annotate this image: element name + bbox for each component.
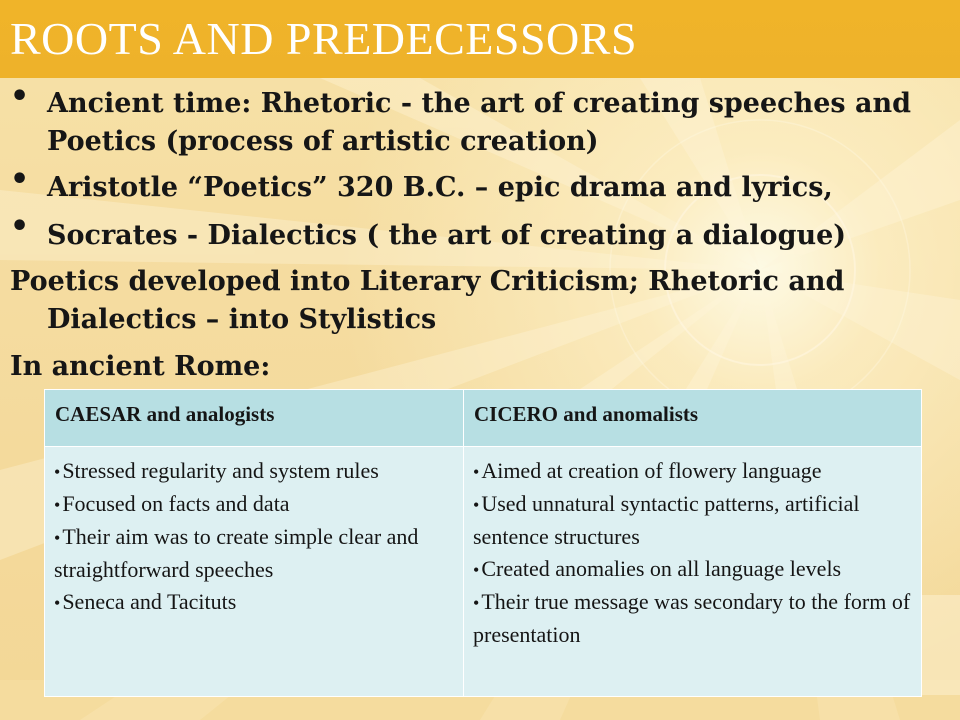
bullet-2: Aristotle “Poetics” 320 B.C. – epic drama and lyrics,: [47, 172, 833, 203]
list-item: • Seneca and Tacituts: [54, 586, 455, 619]
title-bar: [0, 0, 960, 78]
list-item: • Used unnatural syntactic patterns, artificial sentence structures: [473, 488, 913, 553]
cicero-list: [473, 455, 913, 651]
list-item: • Focused on facts and data: [54, 488, 455, 521]
bullet-marker: •: [10, 162, 30, 197]
rome-heading: In ancient Rome:: [10, 351, 271, 382]
table-row: [45, 447, 922, 697]
caesar-cell: [45, 447, 464, 697]
list-item: • Created anomalies on all language levels: [473, 553, 913, 586]
cicero-cell: [464, 447, 922, 697]
bullet-1-line-2: Poetics (process of artistic creation): [47, 126, 599, 157]
bullet-1-line-1: Ancient time: Rhetoric - the art of creating speeches and: [47, 88, 912, 119]
paragraph-line-2: Dialectics – into Stylistics: [47, 304, 437, 335]
list-item: • Aimed at creation of flowery language: [473, 455, 913, 488]
slide-title: ROOTS AND PREDECESSORS: [10, 13, 638, 64]
header-caesar: CAESAR and analogists: [45, 390, 464, 447]
list-item: • Their true message was secondary to the form of presentation: [473, 586, 913, 651]
table-header-row: [45, 390, 922, 447]
header-cicero: CICERO and anomalists: [464, 390, 922, 447]
bullet-3: Socrates - Dialectics ( the art of creating a dialogue): [47, 220, 847, 251]
list-item: • Their aim was to create simple clear and straightforward speeches: [54, 521, 455, 586]
list-item: • Stressed regularity and system rules: [54, 455, 455, 488]
bullet-marker: •: [10, 209, 30, 244]
paragraph-line-1: Poetics developed into Literary Criticism; Rhetoric and: [10, 266, 845, 297]
comparison-table: [44, 389, 922, 697]
caesar-list: [54, 455, 455, 619]
bullet-marker: •: [10, 79, 30, 114]
